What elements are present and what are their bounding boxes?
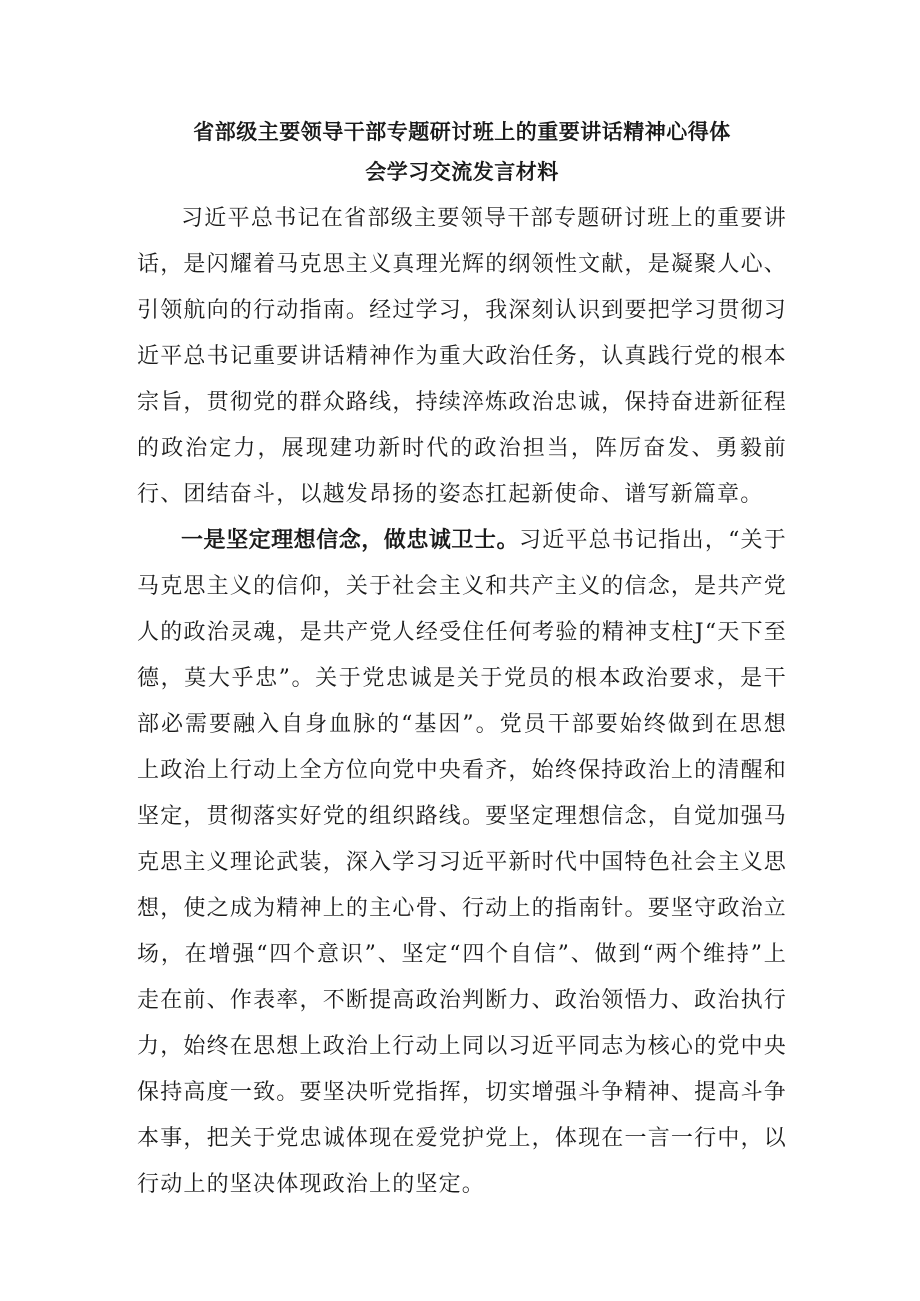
document-page xyxy=(137,112,787,1208)
section-1-body: 习近平总书记指出，“关于马克思主义的信仰，关于社会主义和共产主义的信念，是共产党人的政治灵魂，是共产党人经受住任何考验的精神支柱J“天下至德，莫大乎忠”。关于党忠诚是关于党员的根本政治要求，是干部必需要融入自身血脉的“基因”。党员干部要始终做到在思想上政治上行动上全方位向党中央看齐，始终保持政治上的清醒和坚定，贯彻落实好党的组织路线。要坚定理想信念，自觉加强马克思主义理论武装，深入学习习近平新时代中国特色社会主义思想，使之成为精神上的主心骨、行动上的指南针。要坚守政治立场，在增强“四个意识”、坚定“四个自信”、做到“两个维持”上走在前、作表率，不断提高政治判断力、政治领悟力、政治执行力，始终在思想上政治上行动上同以习近平同志为核心的党中央保持高度一致。要坚决听党指挥，切实增强斗争精神、提高斗争本事，把关于党忠诚体现在爱党护党上，体现在一言一行中，以行动上的坚决体现政治上的坚定。 xyxy=(137,528,787,1197)
section-1-heading: 一是坚定理想信念，做忠诚卫士。 xyxy=(181,528,519,553)
title-line-1: 省部级主要领导干部专题研讨班上的重要讲话精神心得体 xyxy=(193,120,731,144)
title-line-2: 会学习交流发言材料 xyxy=(365,160,559,184)
document-title xyxy=(137,112,787,192)
section-1-paragraph xyxy=(137,518,787,1208)
intro-paragraph: 习近平总书记在省部级主要领导干部专题研讨班上的重要讲话，是闪耀着马克思主义真理光辉的纲领性文献，是凝聚人心、引领航向的行动指南。经过学习，我深刻认识到要把学习贯彻习近平总书记重要讲话精神作为重大政治任务，认真践行党的根本宗旨，贯彻党的群众路线，持续淬炼政治忠诚，保持奋进新征程的政治定力，展现建功新时代的政治担当，阵厉奋发、勇毅前行、团结奋斗，以越发昂扬的姿态扛起新使命、谱写新篇章。 xyxy=(137,206,787,507)
